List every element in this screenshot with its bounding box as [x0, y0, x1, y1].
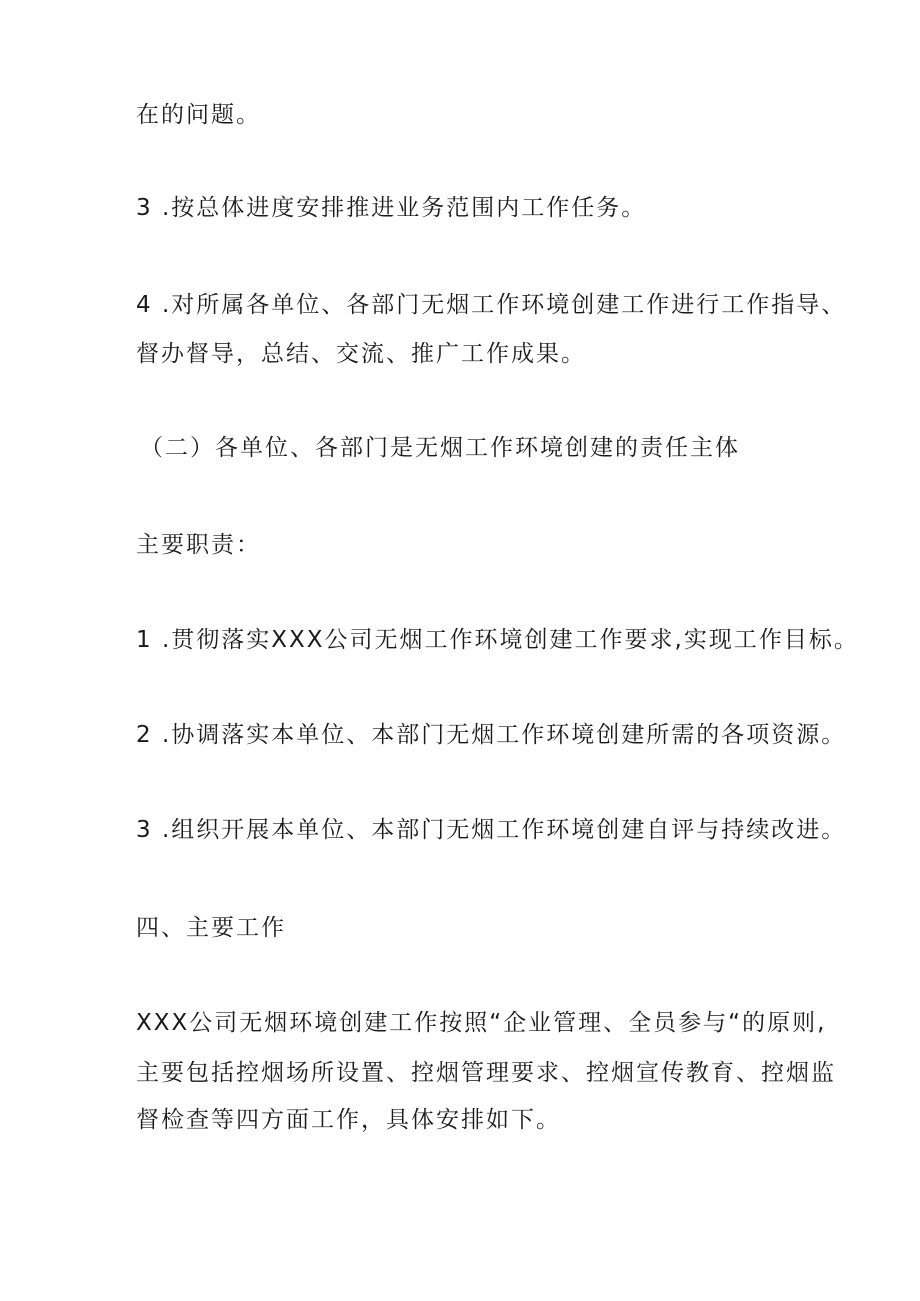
list-item-4-line-2: 督办督导，总结、交流、推广工作成果。 — [136, 341, 586, 367]
paragraph-continuation: 在的问题。 — [136, 102, 261, 128]
duty-item-3: 3 .组织开展本单位、本部门无烟工作环境创建自评与持续改进。 — [136, 817, 847, 843]
main-work-paragraph-line-1: XXX公司无烟环境创建工作按照“企业管理、全员参与“的原则, — [136, 1010, 827, 1036]
duty-item-1: 1 .贯彻落实XXX公司无烟工作环境创建工作要求,实现工作目标。 — [136, 627, 859, 653]
main-work-paragraph-line-3: 督检查等四方面工作，具体安排如下。 — [136, 1107, 561, 1133]
main-work-paragraph-line-2: 主要包括控烟场所设置、控烟管理要求、控烟宣传教育、控烟监 — [136, 1060, 836, 1086]
duties-label: 主要职责： — [136, 532, 261, 558]
list-item-4-line-1: 4 .对所属各单位、各部门无烟工作环境创建工作进行工作指导、 — [136, 292, 847, 318]
section-heading-2: （二）各单位、各部门是无烟工作环境创建的责任主体 — [140, 435, 740, 461]
list-item-3-top: 3 .按总体进度安排推进业务范围内工作任务。 — [136, 195, 647, 221]
duty-item-2: 2 .协调落实本单位、本部门无烟工作环境创建所需的各项资源。 — [136, 722, 847, 748]
section-heading-4: 四、主要工作 — [136, 915, 286, 941]
